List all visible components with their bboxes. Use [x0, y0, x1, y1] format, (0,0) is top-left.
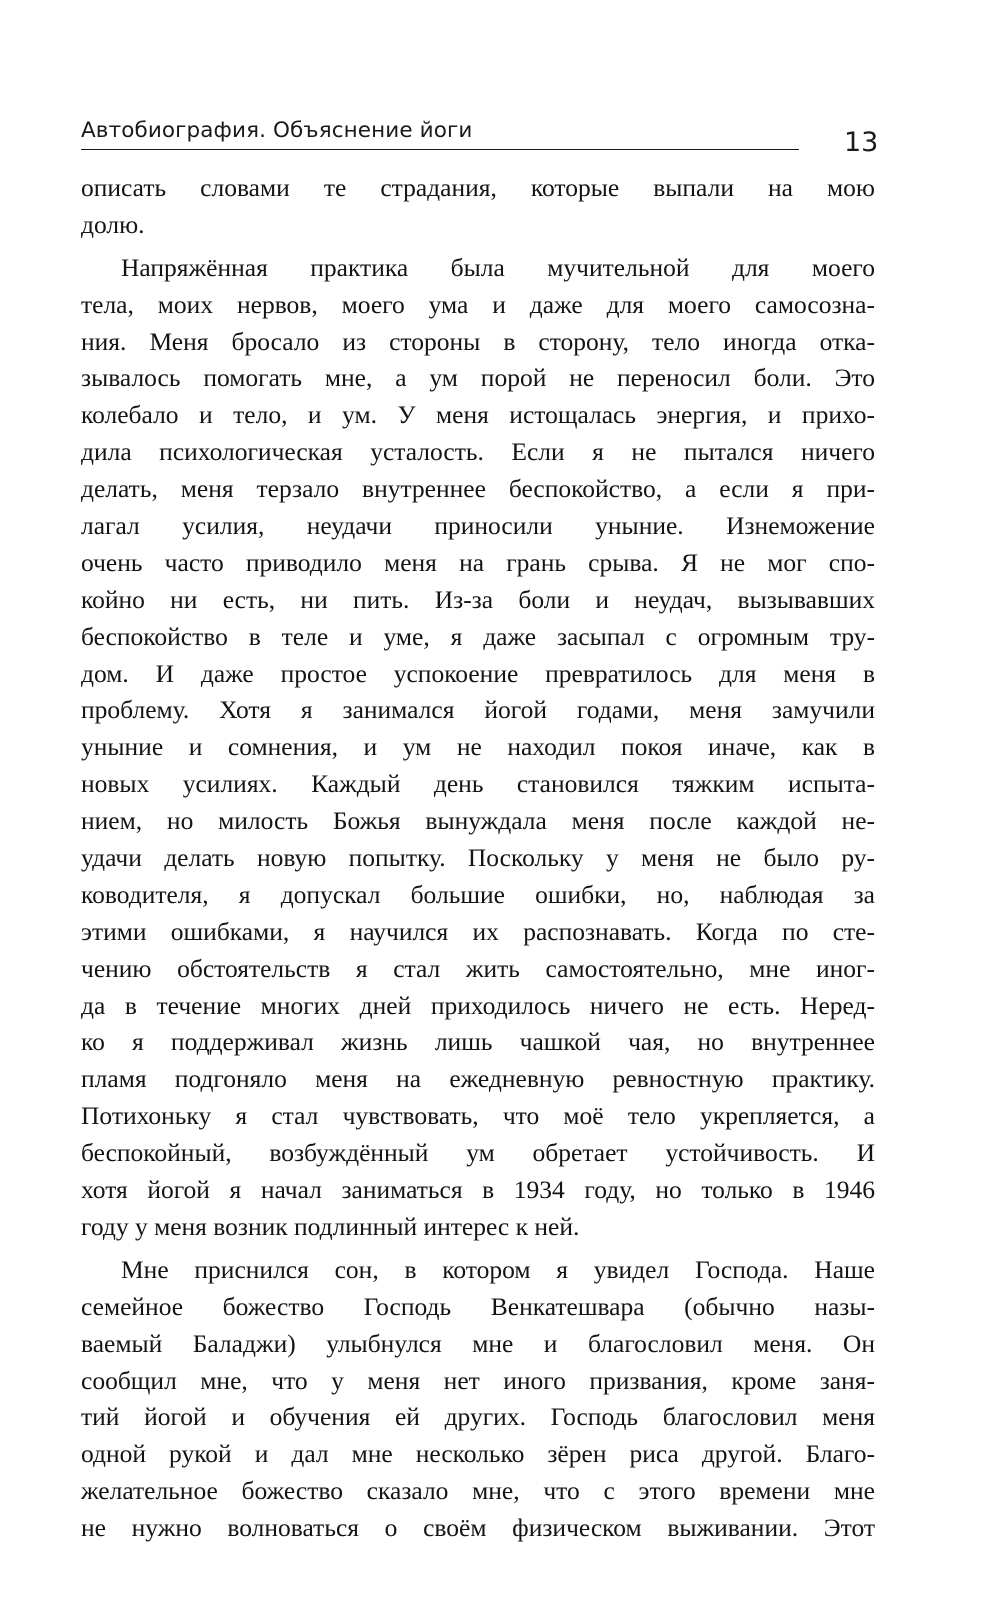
text-line: нием, но милость Божья вынуждала меня после каждой не-: [81, 806, 875, 836]
text-line: беспокойство в теле и уме, я даже засыпал с огромным тру-: [81, 621, 875, 651]
text-line: колебало и тело, и ум. У меня истощалась энергия, и прихо-: [81, 400, 875, 430]
body-text: [81, 170, 875, 1547]
text-line: тела, моих нервов, моего ума и даже для моего самосозна-: [81, 289, 875, 319]
text-line: зывалось помогать мне, а ум порой не переносил боли. Это: [81, 363, 875, 393]
text-line: одной рукой и дал мне несколько зёрен риса другой. Благо-: [81, 1439, 875, 1469]
text-line: ния. Меня бросало из стороны в сторону, тело иногда отка-: [81, 326, 875, 356]
text-line: лагал усилия, неудачи приносили уныние. Изнеможение: [81, 511, 875, 541]
text-line: удачи делать новую попытку. Поскольку у меня не было ру-: [81, 843, 875, 873]
text-line: ководителя, я допускал большие ошибки, но, наблюдая за: [81, 879, 875, 909]
text-line: этими ошибками, я научился их распознавать. Когда по сте-: [81, 916, 875, 946]
text-line: ко я поддерживал жизнь лишь чашкой чая, но внутреннее: [81, 1027, 875, 1057]
paragraph-3: [81, 1252, 875, 1547]
text-line: ваемый Баладжи) улыбнулся мне и благословил меня. Он: [81, 1328, 875, 1358]
paragraph-1: [81, 170, 875, 244]
text-line: дила психологическая усталость. Если я не пытался ничего: [81, 437, 875, 467]
text-line: Напряжённая практика была мучительной для моего: [121, 252, 875, 282]
text-line: очень часто приводило меня на грань срыва. Я не мог спо-: [81, 547, 875, 577]
header-rule: [81, 149, 799, 150]
text-line: семейное божество Господь Венкатешвара (обычно назы-: [81, 1291, 875, 1321]
running-title: Автобиография. Объяснение йоги: [81, 118, 473, 143]
text-line: беспокойный, возбуждённый ум обретает устойчивость. И: [81, 1138, 875, 1168]
text-line: хотя йогой я начал заниматься в 1934 году, но только в 1946: [81, 1175, 875, 1205]
text-line: дом. И даже простое успокоение превратилось для меня в: [81, 658, 875, 688]
text-line: новых усилиях. Каждый день становился тяжким испыта-: [81, 769, 875, 799]
text-line: Потихоньку я стал чувствовать, что моё тело укрепляется, а: [81, 1101, 875, 1131]
text-line: описать словами те страдания, которые выпали на мою: [81, 173, 875, 202]
text-line: делать, меня терзало внутреннее беспокойство, а если я при-: [81, 474, 875, 504]
text-line: году у меня возник подлинный интерес к ней.: [81, 1211, 580, 1241]
text-line: долю.: [81, 209, 145, 239]
text-line: желательное божество сказало мне, что с этого времени мне: [81, 1476, 875, 1506]
paragraph-2: [81, 250, 875, 1246]
text-line: не нужно волноваться о своём физическом выживании. Этот: [81, 1513, 875, 1543]
text-line: проблему. Хотя я занимался йогой годами, меня замучили: [81, 695, 875, 725]
text-line: Мне приснился сон, в котором я увидел Господа. Наше: [121, 1254, 875, 1284]
text-line: сообщил мне, что у меня нет иного призвания, кроме заня-: [81, 1365, 875, 1395]
text-line: пламя подгоняло меня на ежедневную ревностную практику.: [81, 1064, 875, 1094]
text-line: чению обстоятельств я стал жить самостоятельно, мне иног-: [81, 953, 875, 983]
text-line: койно ни есть, ни пить. Из-за боли и неудач, вызывавших: [81, 584, 875, 614]
text-line: да в течение многих дней приходилось ничего не есть. Неред-: [81, 990, 875, 1020]
text-line: тий йогой и обучения ей других. Господь благословил меня: [81, 1402, 875, 1432]
text-line: уныние и сомнения, и ум не находил покоя иначе, как в: [81, 732, 875, 762]
page-number: 13: [844, 127, 879, 158]
